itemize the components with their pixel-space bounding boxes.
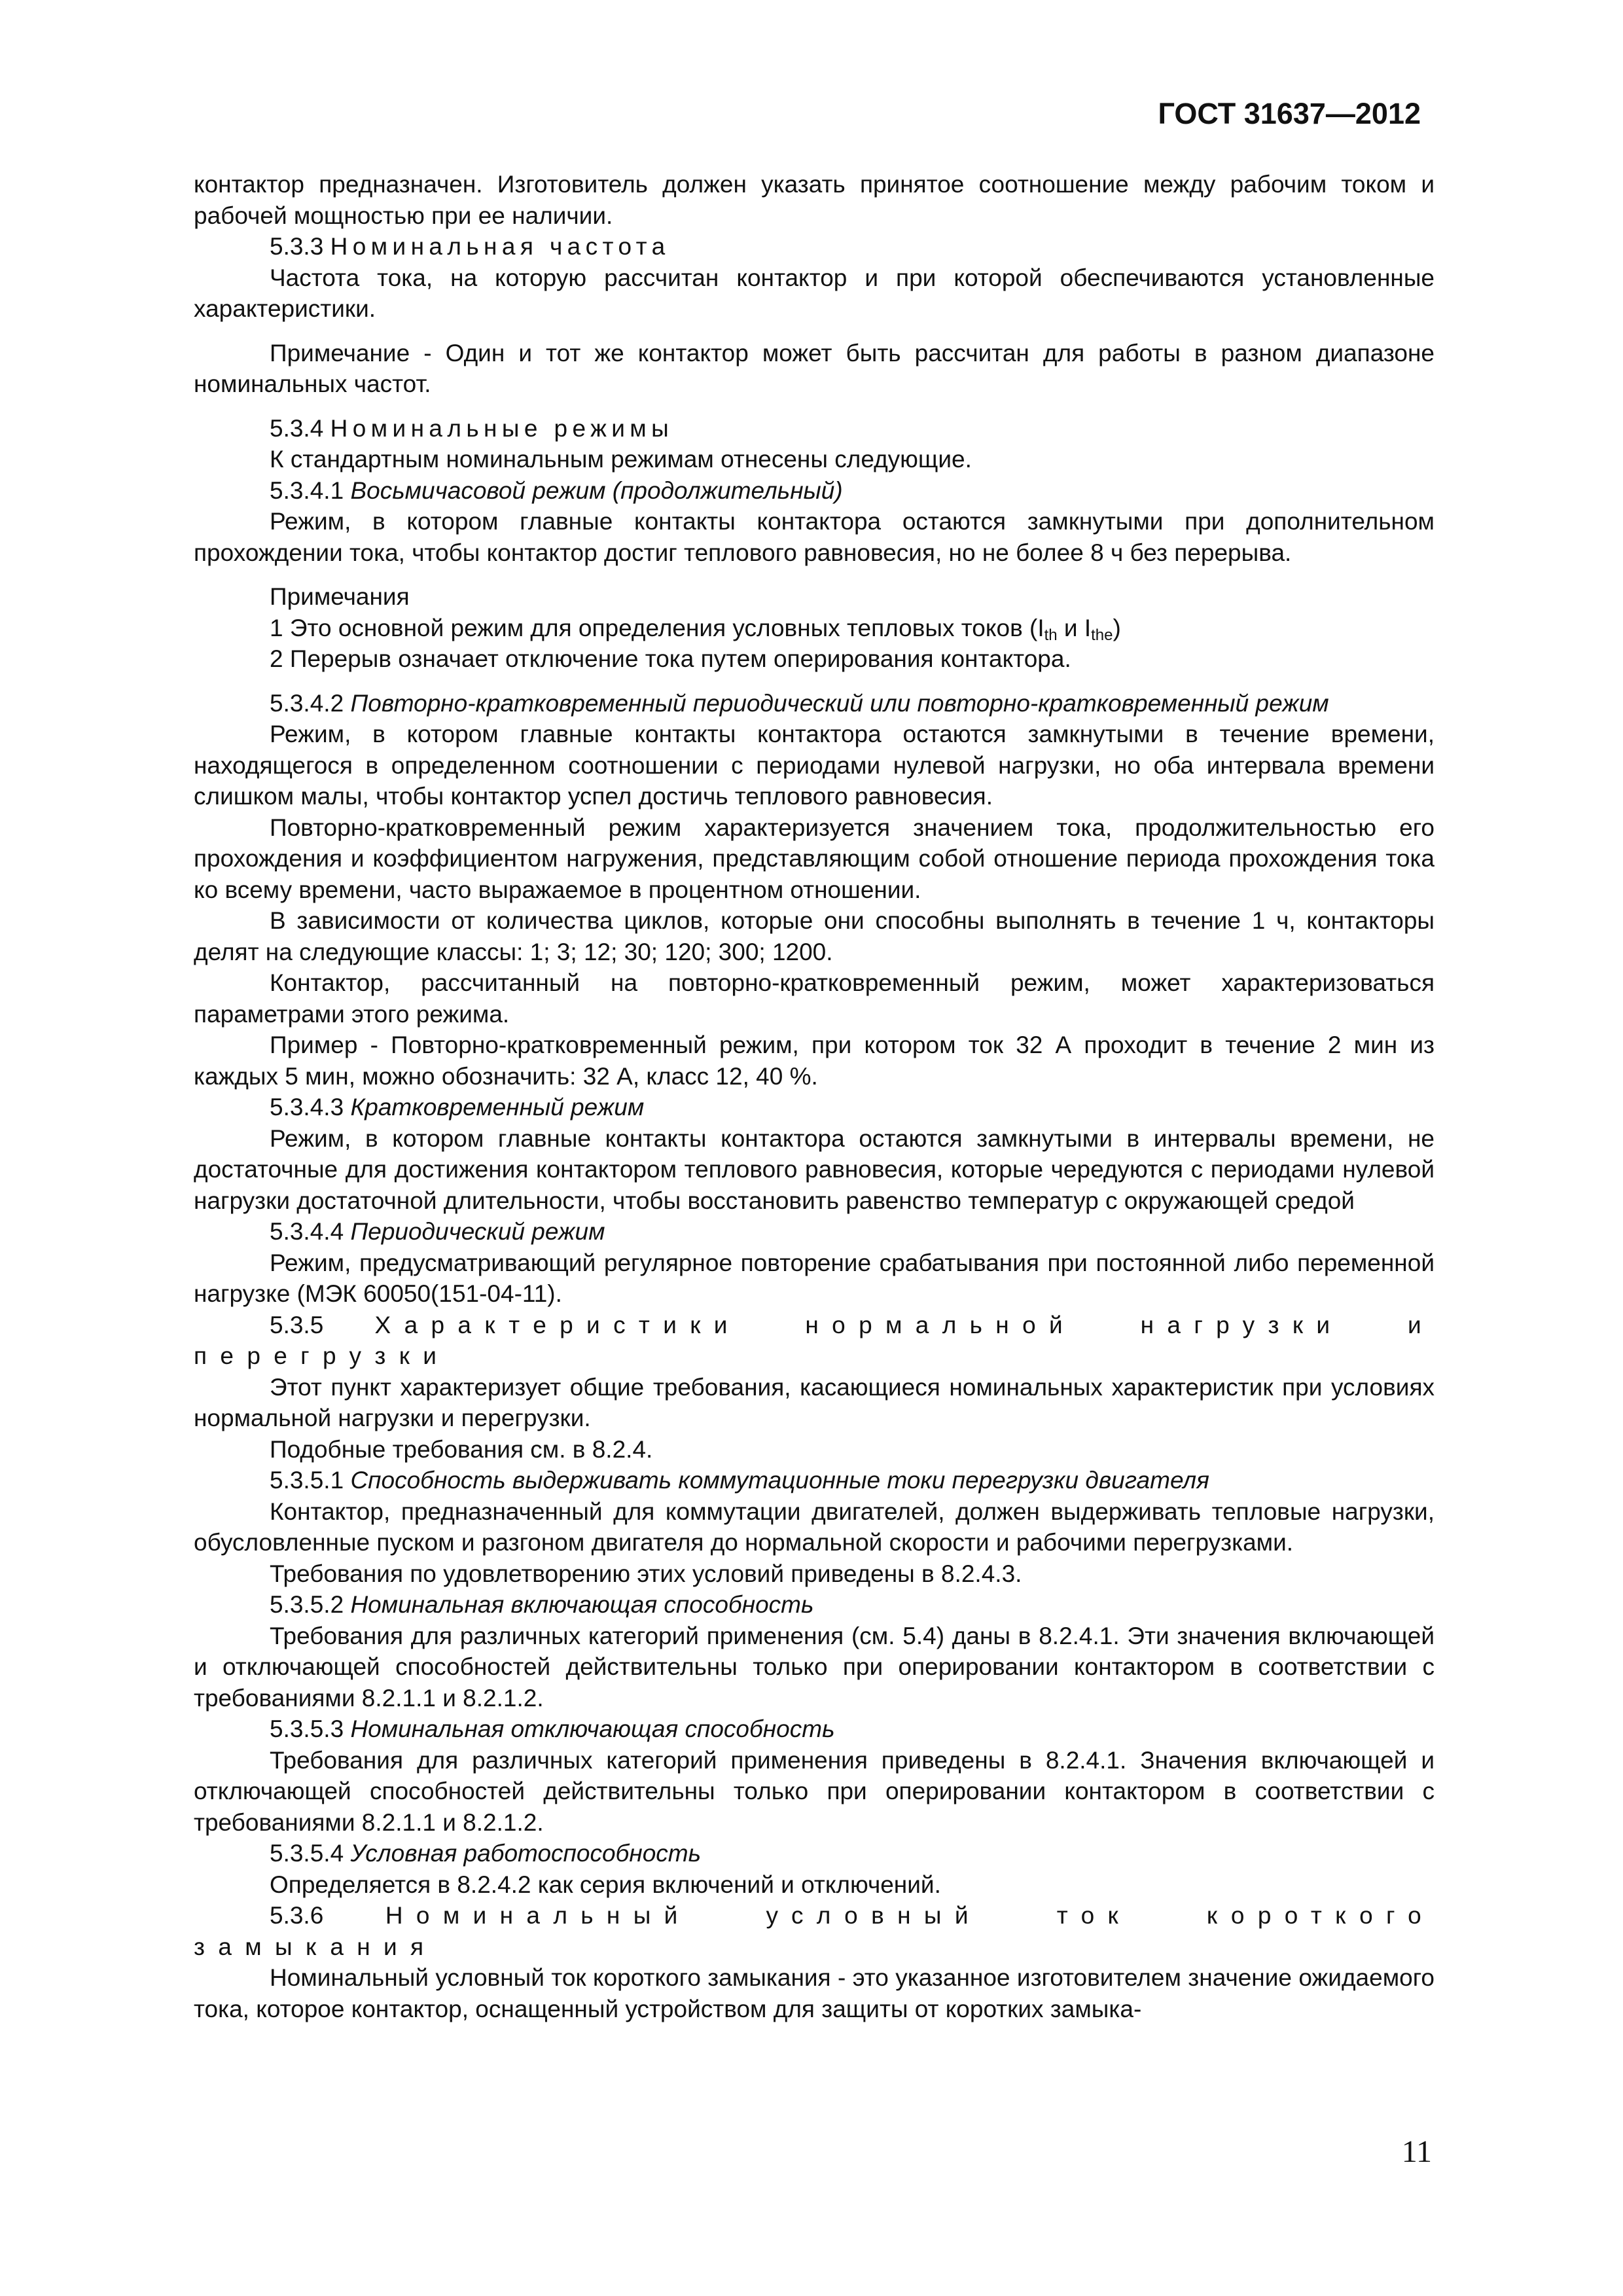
section-heading-5-3-4-2: 5.3.4.2 Повторно-кратковременный периодический или повторно-кратковременный режим	[270, 689, 1329, 717]
section-heading-5-3-4-3: 5.3.4.3 Кратковременный режим	[270, 1094, 645, 1121]
page-number: 11	[1401, 2134, 1432, 2169]
paragraph: Номинальный условный ток короткого замыкания - это указанное изготовителем значение ожидаемого тока, которое контактор, оснащенный устройством для защиты от коротких замыка-	[194, 1964, 1435, 2022]
paragraph: Режим, в котором главные контакты контактора остаются замкнутыми в интервалы времени, не достаточные для достижения контактором теплового равновесия, которые чередуются с периодами нулевой нагрузки достаточной длительности, чтобы восстановить равенство температур с окружающей средой	[194, 1124, 1435, 1214]
paragraph: В зависимости от количества циклов, которые они способны выполнять в течение 1 ч, контакторы делят на следующие классы: 1; 3; 12; 30; 120; 300; 1200.	[194, 907, 1435, 965]
paragraph: Контактор, рассчитанный на повторно-кратковременный режим, может характеризоваться параметрами этого режима.	[194, 969, 1435, 1028]
section-heading-5-3-4-1: 5.3.4.1 Восьмичасовой режим (продолжительный)	[270, 476, 843, 504]
note: Примечание - Один и тот же контактор может быть рассчитан для работы в разном диапазоне номинальных частот.	[194, 339, 1435, 397]
section-heading-5-3-5-4: 5.3.5.4 Условная работоспособность	[270, 1840, 702, 1867]
section-heading-5-3-5-3: 5.3.5.3 Номинальная отключающая способность	[270, 1715, 835, 1742]
paragraph: Подобные требования см. в 8.2.4.	[270, 1435, 653, 1463]
section-heading-5-3-6: 5.3.6 Номинальный условный ток короткого замыкания	[194, 1902, 1435, 1960]
example: Пример - Повторно-кратковременный режим, при котором ток 32 А проходит в течение 2 мин из каждых 5 мин, можно обозначить: 32 А, класс 12, 40 %.	[194, 1031, 1435, 1090]
paragraph: Требования для различных категорий применения (см. 5.4) даны в 8.2.4.1. Эти значения включающей и отключающей способностей действительны только при оперировании контактором в соответствии с требованиями 8.2.1.1 и 8.2.1.2.	[194, 1622, 1435, 1712]
section-heading-5-3-3: 5.3.3 Номинальная частота	[270, 233, 670, 260]
section-heading-5-3-5-2: 5.3.5.2 Номинальная включающая способность	[270, 1591, 814, 1618]
paragraph: контактор предназначен. Изготовитель должен указать принятое соотношение между рабочим током и рабочей мощностью при ее наличии.	[194, 171, 1435, 229]
section-heading-5-3-5: 5.3.5 Характеристики нормальной нагрузки и перегрузки	[194, 1311, 1435, 1369]
paragraph: Режим, в котором главные контакты контактора остаются замкнутыми в течение времени, находящегося в определенном соотношении с периодами нулевой нагрузки, но оба интервала времени слишком малы, чтобы контактор успел достичь теплового равновесия.	[194, 721, 1435, 810]
paragraph: Повторно-кратковременный режим характеризуется значением тока, продолжительностью его прохождения и коэффициентом нагружения, представляющим собой отношение периода прохождения тока ко всему времени, часто выражаемое в процентном отношении.	[194, 814, 1435, 903]
section-heading-5-3-4-4: 5.3.4.4 Периодический режим	[270, 1218, 605, 1245]
section-heading-5-3-4: 5.3.4 Номинальные режимы	[270, 414, 674, 442]
paragraph: Частота тока, на которую рассчитан контактор и при которой обеспечиваются установленные характеристики.	[194, 264, 1435, 322]
paragraph: Определяется в 8.2.4.2 как серия включений и отключений.	[270, 1871, 941, 1898]
note-item: 2 Перерыв означает отключение тока путем оперирования контактора.	[270, 645, 1071, 672]
note-item: 1 Это основной режим для определения условных тепловых токов ($I_{th}$ и $I_{the}$)	[270, 614, 1121, 644]
paragraph: К стандартным номинальным режимам отнесены следующие.	[270, 446, 972, 473]
standard-header: ГОСТ 31637—2012	[1158, 97, 1421, 130]
paragraph: Требования по удовлетворению этих условий приведены в 8.2.4.3.	[270, 1560, 1022, 1587]
paragraph: Требования для различных категорий применения приведены в 8.2.4.1. Значения включающей и отключающей способностей действительны только при оперировании контактором в соответствии с требованиями 8.2.1.1 и 8.2.1.2.	[194, 1746, 1435, 1836]
paragraph: Режим, в котором главные контакты контактора остаются замкнутыми при дополнительном прохождении тока, чтобы контактор достиг теплового равновесия, но не более 8 ч без перерыва.	[194, 508, 1435, 566]
paragraph: Контактор, предназначенный для коммутации двигателей, должен выдерживать тепловые нагрузки, обусловленные пуском и разгоном двигателя до нормальной скорости и рабочими перегрузками.	[194, 1498, 1435, 1556]
document-body	[194, 169, 1435, 2024]
paragraph: Этот пункт характеризует общие требования, касающиеся номинальных характеристик при условиях нормальной нагрузки и перегрузки.	[194, 1373, 1435, 1431]
paragraph: Режим, предусматривающий регулярное повторение срабатывания при постоянной либо переменной нагрузке (МЭК 60050(151-04-11).	[194, 1249, 1435, 1307]
notes-heading: Примечания	[270, 583, 410, 610]
section-heading-5-3-5-1: 5.3.5.1 Способность выдерживать коммутационные токи перегрузки двигателя	[270, 1467, 1209, 1494]
